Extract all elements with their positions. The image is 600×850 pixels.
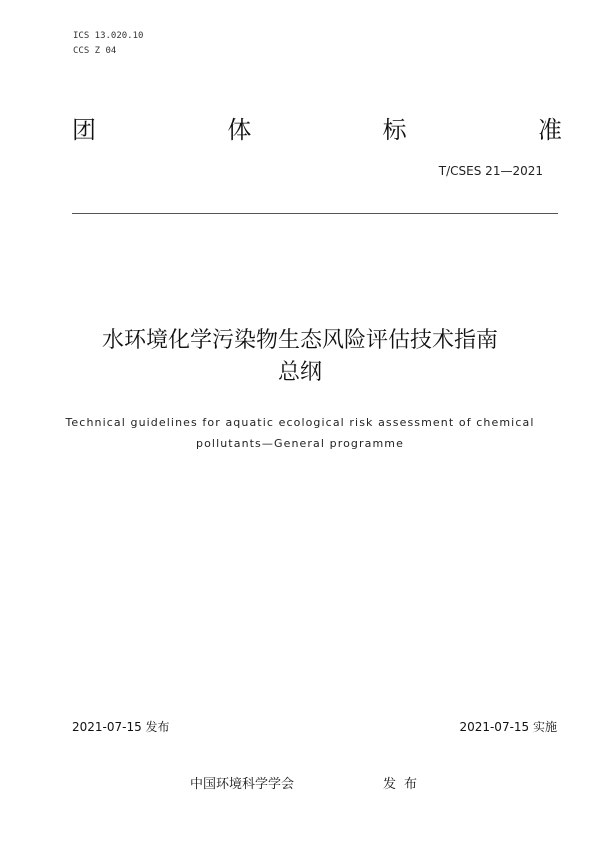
publisher-name: 中国环境科学学会 xyxy=(190,777,295,792)
header-divider xyxy=(72,213,558,214)
english-title xyxy=(0,412,600,454)
standard-number: T/CSES 21—2021 xyxy=(438,164,543,178)
chinese-title-line-2: 总纲 xyxy=(277,360,322,385)
publish-label: 发布 xyxy=(383,777,426,792)
standard-type-heading xyxy=(72,114,562,146)
english-title-line-1: Technical guidelines for aquatic ecological risk assessment of chemical xyxy=(65,416,535,429)
standard-type-char: 标 xyxy=(382,116,407,144)
english-title-line-2: pollutants—General programme xyxy=(196,437,404,450)
ics-code: ICS 13.020.10 xyxy=(73,31,144,41)
classification-codes xyxy=(73,29,143,59)
chinese-title xyxy=(0,325,600,389)
issue-date: 2021-07-15 发布 xyxy=(72,720,170,734)
standard-type-char: 团 xyxy=(72,116,96,144)
ccs-code: CCS Z 04 xyxy=(73,46,117,56)
implementation-date: 2021-07-15 实施 xyxy=(459,720,557,734)
chinese-title-line-1: 水环境化学污染物生态风险评估技术指南 xyxy=(101,328,498,353)
standard-type-char: 准 xyxy=(537,116,562,144)
standard-type-char: 体 xyxy=(227,116,252,144)
